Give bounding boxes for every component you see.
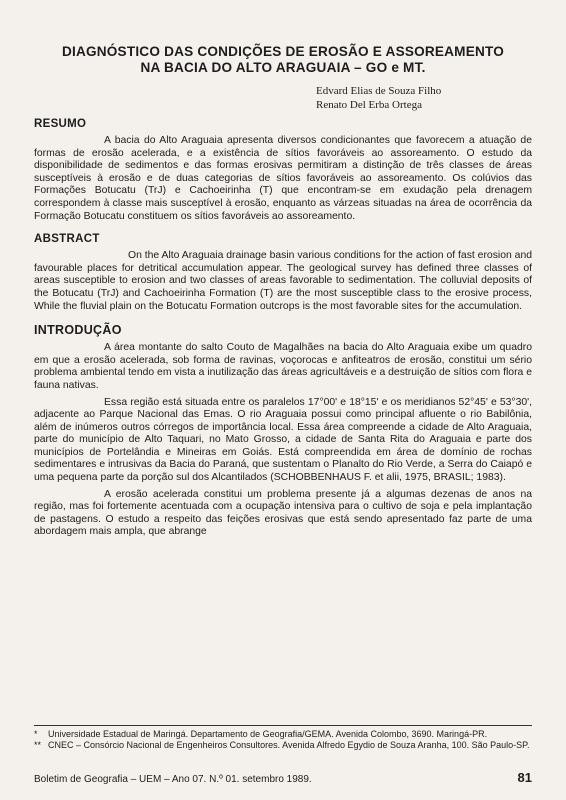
- journal-citation: Boletim de Geografia – UEM – Ano 07. N.º 01. setembro 1989.: [34, 774, 312, 785]
- resumo-heading: RESUMO: [34, 118, 87, 130]
- footnote-mark-1: *: [34, 729, 38, 739]
- footnote-text-1: Universidade Estadual de Maringá. Departamento de Geografia/GEMA. Avenida Colombo, 3690. Maringá-PR.: [48, 729, 488, 739]
- footnote-mark-2: **: [34, 740, 42, 750]
- author-1: Edvard Elias de Souza Filho: [316, 85, 442, 97]
- title-line-2: NA BACIA DO ALTO ARAGUAIA – GO e MT.: [140, 60, 426, 75]
- resumo-text: A bacia do Alto Araguaia apresenta diversos condicionantes que favorecem a atuação de formas de erosão acelerada, e a existência de sítios favoráveis ao assoreamento. O estudo da disponibilidade de sedimentos e das formas erosivas permitiram a distinção de três classes de áreas susceptíveis à erosão e de duas categorias de sítios favoráveis ao assoreamento. Os colúvios das Formações Botucatu (TrJ) e Cachoeirinha (T) que encontram-se em exudação pela drenagem correspondem à classe mais susceptível à erosão, enquanto as várzeas situadas na área de ocorrência da Formação Botucatu constituem os sítios favoráveis ao assoreamento.: [34, 135, 532, 222]
- author-2: Renato Del Erba Ortega: [316, 99, 422, 111]
- abstract-text: On the Alto Araguaia drainage basin various conditions for the action of fast erosion and favourable places for detritical accumulation appear. The geological survey has defined three classes of areas susceptible to erosion and two classes of areas favorable to sedimentation. The colluvial deposits of the Botucatu (TrJ) and Cachoeirinha Formation (T) are the most susceptible class to the erosive process, While the fluvial plain on the Botucatu Formation outcrops is the most favorable sites for the accumulation.: [34, 250, 532, 312]
- article-title: [34, 44, 532, 76]
- footnote-text-2: CNEC – Consórcio Nacional de Engenheiros Consultores. Avenida Alfredo Egydio de Souza Aranha, 100. São Paulo-SP.: [48, 740, 530, 750]
- intro-paragraph-3: A erosão acelerada constitui um problema presente já a algumas dezenas de anos na região, mas foi fortemente acentuada com a ocupação intensiva para o cultivo de soja e pela implantação de pastagens. O estudo a respeito das feições erosivas que está sendo apresentado faz parte de uma abordagem mais ampla, que abrange: [34, 488, 532, 538]
- intro-paragraph-1: A área montante do salto Couto de Magalhães na bacia do Alto Araguaia exibe um quadro em que a erosão acelerada, sob forma de ravinas, voçorocas e anfiteatros de erosão, constitui um sério problema ambiental tendo em vista a inutilização das áreas agricultáveis e a destruição de sítios com flora e fauna nativas.: [34, 342, 532, 391]
- footnote-2: [34, 740, 532, 751]
- introducao-heading: INTRODUÇÃO: [34, 323, 122, 338]
- article-page: [34, 44, 532, 539]
- title-line-1: DIAGNÓSTICO DAS CONDIÇÕES DE EROSÃO E ASSOREAMENTO: [61, 44, 505, 59]
- abstract-heading: ABSTRACT: [34, 233, 100, 246]
- author-list: [34, 84, 532, 112]
- intro-paragraph-2: Essa região está situada entre os paralelos 17°00' e 18°15' e os meridianos 52°45' e 53°30', adjacente ao Parque Nacional das Emas. O rio Araguaia possui como principal afluente o rio Babilônia, além de inúmeros outros córregos de importância local. Essa área compreende a cidade de Alto Araguaia, parte do município de Alto Taquari, no Mato Grosso, a cidade de Santa Rita do Araguaia e parte dos municípios de Portelândia e Mineiras em Goiás. Está compreendida em área de domínio de rochas sedimentares e intrusivas da Bacia do Paraná, que sustentam o Planalto do Rio Verde, a Serra do Caiapó e uma pequena parte da porção sul dos Alcantilados (SCHOBBENHAUS F. et alii, 1975, BRASIL; 1983).: [34, 396, 532, 484]
- page-number: 81: [517, 770, 532, 785]
- footnote-1: [34, 729, 532, 740]
- footnotes: [34, 725, 532, 751]
- page-footer: [34, 770, 532, 785]
